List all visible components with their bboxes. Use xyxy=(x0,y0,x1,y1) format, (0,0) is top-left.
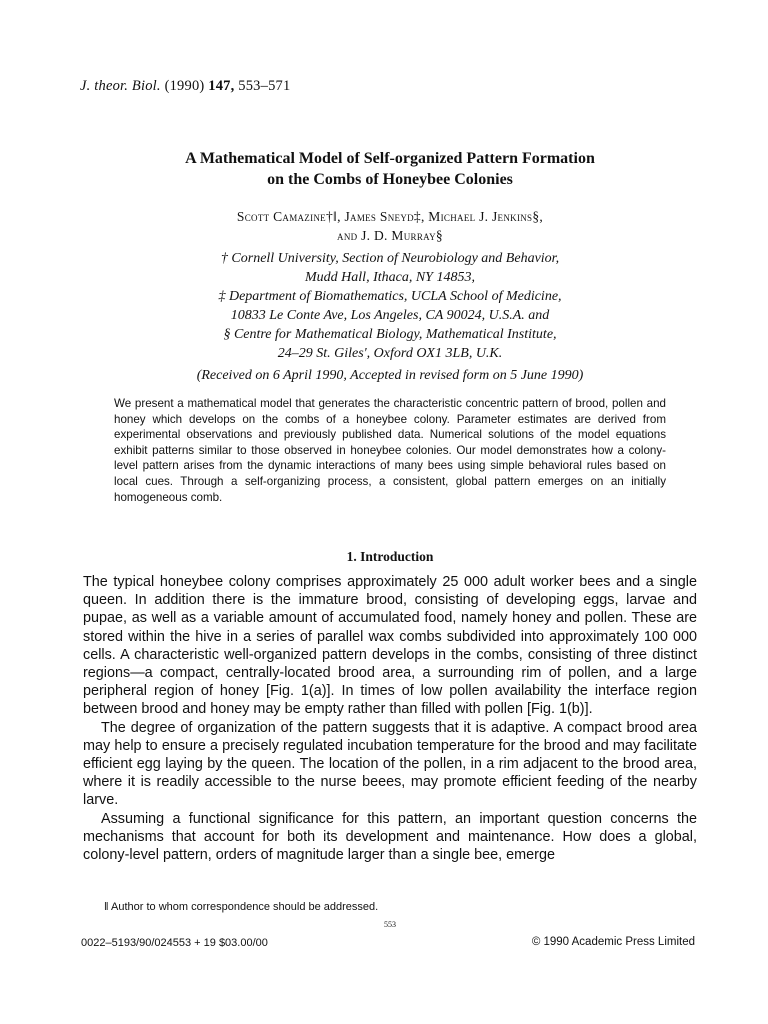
affiliations xyxy=(80,249,700,363)
author-list xyxy=(80,207,700,245)
page-number: 553 xyxy=(384,920,396,929)
authors-line-1: Scott Camazine†‖, James Sneyd‡, Michael J. Jenkins§, xyxy=(236,209,544,224)
journal-pages: 553–571 xyxy=(238,78,291,94)
title-line-1: A Mathematical Model of Self-organized Pattern Formation xyxy=(185,150,595,167)
affiliation-line-1: † Cornell University, Section of Neurobiology and Behavior, xyxy=(220,251,560,266)
title-line-2: on the Combs of Honeybee Colonies xyxy=(267,171,513,188)
journal-volume: 147, xyxy=(208,78,235,94)
affiliation-line-3: ‡ Department of Biomathematics, UCLA School of Medicine, xyxy=(218,289,562,304)
paragraph-2: The degree of organization of the pattern suggests that it is adaptive. A compact brood area may help to ensure a precisely regulated incubation temperature for the brood and may facilitate efficient egg laying by the queen. The location of the pollen, in a rim adjacent to the brood area, where it is readily accessible to the nurse beees, may promote efficient feeding of the nearby larve. xyxy=(83,719,697,809)
received-text: (Received on 6 April 1990, Accepted in revised form on 5 June 1990) xyxy=(196,368,584,383)
received-dates xyxy=(80,368,700,384)
journal-name: J. theor. Biol. xyxy=(80,78,161,94)
footnote: ‖ Author to whom correspondence should be addressed. xyxy=(104,901,379,913)
affiliation-line-4: 10833 Le Conte Ave, Los Angeles, CA 90024, U.S.A. and xyxy=(230,308,550,323)
paragraph-3: Assuming a functional significance for this pattern, an important question concerns the mechanisms that account for both its development and maintenance. How does a global, colony-level pattern, orders of magnitude larger than a single bee, emerge xyxy=(83,810,697,864)
affiliation-line-5: § Centre for Mathematical Biology, Mathematical Institute, xyxy=(223,327,557,342)
authors-line-2: and J. D. Murray§ xyxy=(337,228,443,243)
affiliation-line-2: Mudd Hall, Ithaca, NY 14853, xyxy=(305,270,475,285)
paragraph-1: The typical honeybee colony comprises approximately 25 000 adult worker bees and a single queen. In addition there is the immature brood, consisting of developing eggs, larvae and pupae, as well as a variable amount of accumulated food, namely honey and pollen. These are stored within the hive in a series of parallel wax combs subdivided into approximately 100 000 cells. A characteristic well-organized pattern develops in the combs, consisting of three distinct regions—a compact, centrally-located brood area, a surrounding rim of pollen, and a large peripheral region of honey [Fig. 1(a)]. In times of low pollen availability the interface region between brood and honey may be empty rather than filled with pollen [Fig. 1(b)]. xyxy=(83,574,697,718)
abstract: We present a mathematical model that generates the characteristic concentric pattern of brood, pollen and honey which develops on the combs of a honeybee colony. Parameter estimates are derived from experimental observations and previously published data. Numerical solutions of the model equations exhibit patterns similar to those observed in honeybee colonies. Our model demonstrates how a colony-level pattern arises from the dynamic interactions of many bees using simple behavioral rules based on local cues. Through a self-organizing process, a consistent, global pattern emerges on an initially homogeneous comb. xyxy=(114,397,666,504)
journal-citation xyxy=(80,78,290,95)
body-text xyxy=(83,573,697,864)
copyright-line: © 1990 Academic Press Limited xyxy=(531,936,695,948)
paper-title xyxy=(80,148,700,190)
affiliation-line-6: 24–29 St. Giles', Oxford OX1 3LB, U.K. xyxy=(277,346,503,361)
journal-year: (1990) xyxy=(164,78,205,94)
issn-line: 0022–5193/90/024553 + 19 $03.00/00 xyxy=(81,937,268,949)
section-heading: 1. Introduction xyxy=(346,549,434,564)
